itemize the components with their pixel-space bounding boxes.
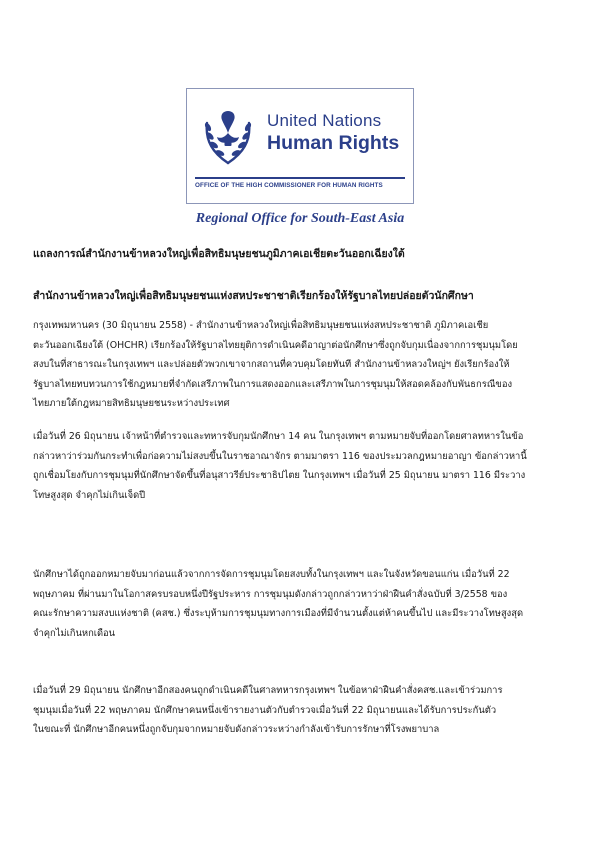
- org-name-line2: Human Rights: [267, 132, 400, 154]
- paragraph-line: กล่าวหาว่าร่วมกันกระทำเพื่อก่อความไม่สงบขึ้นในราชอาณาจักร ตามมาตรา 116 ของประมวลกฎหมายอาญา ข้อกล่าวหานี้: [33, 450, 527, 462]
- paragraph-line: โทษสูงสุด จำคุกไม่เกินเจ็ดปี: [33, 489, 146, 501]
- paragraph-line: กรุงเทพมหานคร (30 มิถุนายน 2558) - สำนักงานข้าหลวงใหญ่เพื่อสิทธิมนุษยชนแห่งสหประชาชาติ ภูมิภาคเอเชีย: [33, 320, 489, 331]
- paragraph-line: ไทยภายใต้กฎหมายสิทธิมนุษยชนระหว่างประเทศ: [33, 398, 230, 409]
- paragraph-line: ตะวันออกเฉียงใต้ (OHCHR) เรียกร้องให้รัฐบาลไทยยุติการดำเนินคดีอาญาต่อนักศึกษาซึ่งถูกจับกุมเนื่องจากการชุมนุมโดย: [33, 339, 518, 351]
- paragraph-3: [33, 565, 568, 643]
- paragraph-line: ในขณะที่ นักศึกษาอีกคนหนึ่งถูกจับกุมจากหมายจับดังกล่าวระหว่างกำลังเข้ารับการรักษาที่โรงพยาบาล: [33, 724, 440, 735]
- paragraph-line: นักศึกษาได้ถูกออกหมายจับมาก่อนแล้วจากการจัดการชุมนุมโดยสงบทั้งในกรุงเทพฯ และในจังหวัดขอนแก่น เมื่อวันที่ 22: [33, 569, 510, 580]
- paragraph-line: เมื่อวันที่ 29 มิถุนายน นักศึกษาอีกสองคนถูกดำเนินคดีในศาลทหารกรุงเทพฯ ในข้อหาฝ่าฝืนคำสั่งคสช.และเข้าร่วมการ: [33, 685, 503, 696]
- org-name-line1: United Nations: [267, 111, 382, 130]
- statement-heading: แถลงการณ์สำนักงานข้าหลวงใหญ่เพื่อสิทธิมนุษยชนภูมิภาคเอเชียตะวันออกเฉียงใต้: [33, 248, 405, 260]
- paragraph-line: ถูกเชื่อมโยงกับการชุมนุมที่นักศึกษาจัดขึ้นที่อนุสาวรีย์ประชาธิปไตย ในกรุงเทพฯ เมื่อวันที่ 25 มิถุนายน มาตรา 116 มีระวาง: [33, 470, 526, 481]
- un-emblem-icon: [195, 103, 261, 169]
- paragraph-line: พฤษภาคม ที่ผ่านมาในโอกาสครบรอบหนึ่งปีรัฐประหาร การชุมนุมดังกล่าวถูกกล่าวหาว่าฝ่าฝืนคำสั่งฉบับที่ 3/2558 ของ: [33, 588, 508, 600]
- paragraph-line: สงบในที่สาธารณะในกรุงเทพฯ และปล่อยตัวพวกเขาจากสถานที่ควบคุมโดยทันที สำนักงานข้าหลวงใหญ่ฯ ยังเรียกร้องให้: [33, 359, 510, 370]
- paragraph-line: คณะรักษาความสงบแห่งชาติ (คสช.) ซึ่งระบุห้ามการชุมนุมทางการเมืองที่มีจำนวนตั้งแต่ห้าคนขึ้นไป และมีระวางโทษสูงสุด: [33, 608, 524, 619]
- paragraph-line: จำคุกไม่เกินหกเดือน: [33, 627, 116, 639]
- paragraph-1: [33, 316, 568, 414]
- paragraph-line: ชุมนุมเมื่อวันที่ 22 พฤษภาคม นักศึกษาคนหนึ่งเข้ารายงานตัวกับตำรวจเมื่อวันที่ 22 มิถุนายนและได้รับการประกันตัว: [33, 704, 497, 716]
- regional-office-title: Regional Office for South-East Asia: [195, 211, 405, 226]
- paragraph-2: [33, 427, 568, 505]
- office-name: OFFICE OF THE HIGH COMMISSIONER FOR HUMAN RIGHTS: [195, 177, 405, 189]
- press-release-title: สำนักงานข้าหลวงใหญ่เพื่อสิทธิมนุษยชนแห่งสหประชาชาติเรียกร้องให้รัฐบาลไทยปล่อยตัวนักศึกษา: [33, 290, 474, 302]
- paragraph-4: [33, 681, 568, 740]
- ohchr-logo-box: [186, 88, 414, 204]
- paragraph-line: รัฐบาลไทยทบทวนการใช้กฎหมายที่จำกัดเสรีภาพในการแสดงออกและเสรีภาพในการชุมนุมให้สอดคล้องกับพันธกรณีของ: [33, 378, 513, 390]
- paragraph-line: เมื่อวันที่ 26 มิถุนายน เจ้าหน้าที่ตำรวจและทหารจับกุมนักศึกษา 14 คน ในกรุงเทพฯ ตามหมายจับที่ออกโดยศาลทหารในข้อ: [33, 431, 524, 442]
